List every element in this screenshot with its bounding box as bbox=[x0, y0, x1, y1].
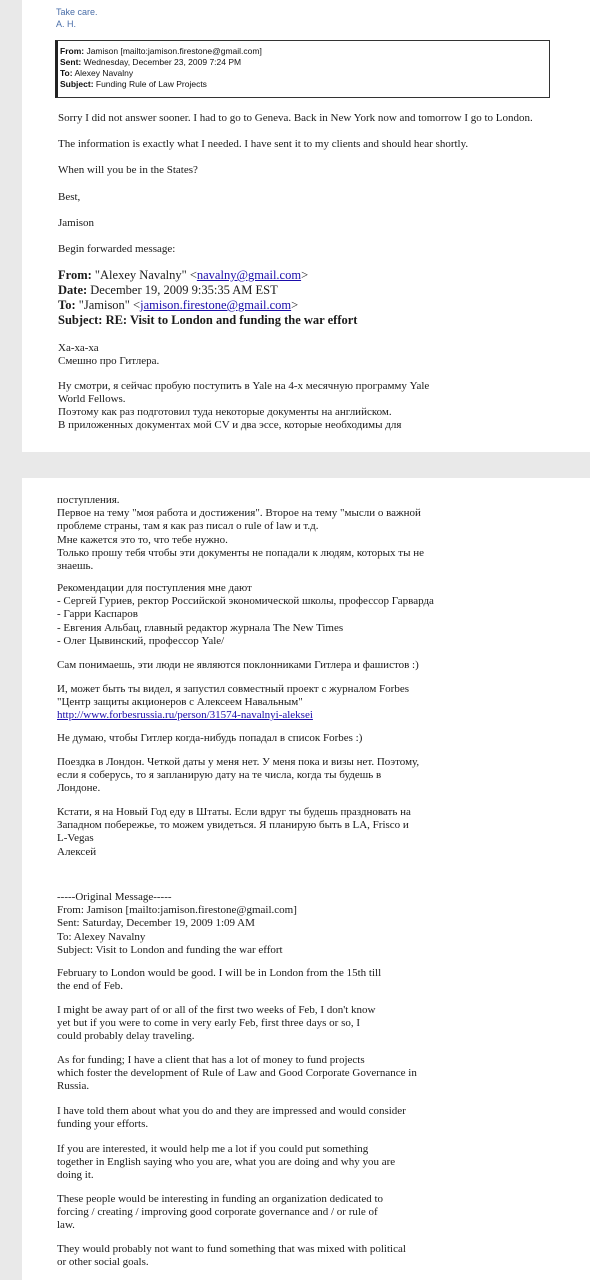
text-line: Смешно про Гитлера. bbox=[58, 355, 160, 367]
text-line: - Сергей Гуриев, ректор Российской экономической школы, профессор Гарварда bbox=[57, 595, 434, 608]
text-line: проблеме страны, там я как раз писал о rule of law и т.д. bbox=[57, 520, 319, 533]
text-line: Поездка в Лондон. Четкой даты у меня нет. У меня пока и визы нет. Поэтому, bbox=[57, 756, 420, 768]
document-page-1 bbox=[22, 0, 590, 452]
fwd-to-label: To: bbox=[58, 298, 79, 312]
sent-label: Sent: bbox=[60, 57, 82, 67]
text-line: И, может быть ты видел, я запустил совместный проект с журналом Forbes bbox=[57, 683, 409, 695]
text-line: Ха-ха-ха bbox=[58, 342, 99, 354]
body-paragraph: Jamison bbox=[58, 217, 95, 229]
text-line: Алексей bbox=[57, 845, 97, 858]
paragraph bbox=[57, 1054, 577, 1094]
to-value: Alexey Navalny bbox=[72, 68, 134, 78]
sent-value: Wednesday, December 23, 2009 7:24 PM bbox=[81, 57, 242, 67]
forbes-link[interactable]: http://www.forbesrussia.ru/person/31574-navalnyi-aleksei bbox=[57, 709, 313, 722]
text-line: They would probably not want to fund something that was mixed with political bbox=[57, 1243, 406, 1255]
paragraph bbox=[57, 659, 577, 672]
body-paragraph: Best, bbox=[58, 191, 81, 203]
from-label: From: bbox=[60, 46, 85, 56]
text-line: law. bbox=[57, 1219, 75, 1232]
text-line: Не думаю, чтобы Гитлер когда-нибудь попадал в список Forbes :) bbox=[57, 732, 363, 744]
text-line: These people would be interesting in funding an organization dedicated to bbox=[57, 1193, 384, 1205]
fwd-date-label: Date: bbox=[58, 283, 91, 297]
russian-paragraph bbox=[58, 380, 578, 432]
text-line: World Fellows. bbox=[58, 393, 126, 405]
text-line: February to London would be good. I will be in London from the 15th till bbox=[57, 967, 382, 979]
text-line: "Центр защиты акционеров с Алексеем Навальным" bbox=[57, 696, 303, 709]
text-line: doing it. bbox=[57, 1169, 94, 1182]
text-line: Поэтому как раз подготовил туда некоторые документы на английском. bbox=[58, 406, 392, 418]
text-line: если я соберусь, то я запланирую дату на те числа, когда ты будешь в bbox=[57, 769, 382, 782]
text-line: If you are interested, it would help me a lot if you could put something bbox=[57, 1143, 369, 1155]
fwd-from-label: From: bbox=[58, 268, 95, 282]
text-line: Сам понимаешь, эти люди не являются поклонниками Гитлера и фашистов :) bbox=[57, 659, 419, 671]
paragraph bbox=[57, 1105, 577, 1131]
body-paragraph: The information is exactly what I needed. I have sent it to my clients and should hear shortly. bbox=[58, 138, 469, 150]
text-line: yet but if you were to come in very early Feb, first three days or so, I bbox=[57, 1017, 361, 1030]
text-line: Мне кажется это то, что тебе нужно. bbox=[57, 533, 228, 546]
paragraph bbox=[57, 494, 577, 573]
body-paragraph: When will you be in the States? bbox=[58, 164, 198, 176]
text-line: L-Vegas bbox=[57, 832, 94, 845]
subject-value: Funding Rule of Law Projects bbox=[93, 79, 207, 89]
text-line: To: Alexey Navalny bbox=[57, 930, 146, 943]
text-line: поступления. bbox=[57, 494, 120, 506]
text-line: forcing / creating / improving good corporate governance and / or rule of bbox=[57, 1206, 378, 1219]
body-paragraph: Sorry I did not answer sooner. I had to go to Geneva. Back in New York now and tomorrow I go to London. bbox=[58, 112, 533, 124]
text-line: - Олег Цывинский, профессор Yale/ bbox=[57, 634, 225, 647]
text-line: - Гарри Каспаров bbox=[57, 608, 138, 621]
fwd-to-email-link[interactable]: jamison.firestone@gmail.com bbox=[140, 298, 292, 312]
signoff-line: A. H. bbox=[56, 19, 77, 29]
paragraph bbox=[57, 732, 577, 745]
text-line: Рекомендации для поступления мне дают bbox=[57, 582, 252, 594]
original-message-header bbox=[57, 891, 577, 957]
fwd-to-name: "Jamison" < bbox=[78, 298, 141, 312]
signoff bbox=[56, 6, 98, 30]
fwd-from-email-link[interactable]: navalny@gmail.com bbox=[196, 268, 302, 282]
signoff-line: Take care. bbox=[56, 7, 98, 17]
text-line: together in English saying who you are, what you are doing and why you are bbox=[57, 1156, 396, 1169]
text-line: В приложенных документах мой CV и два эссе, которые необходимы для bbox=[58, 419, 402, 431]
text-line: could probably delay traveling. bbox=[57, 1030, 195, 1043]
paragraph bbox=[57, 756, 577, 796]
text-line: Первое на тему "моя работа и достижения". Второе на тему "мысли о важной bbox=[57, 507, 421, 520]
paragraph bbox=[57, 683, 577, 723]
document-page-2 bbox=[22, 478, 590, 1280]
forwarded-header: From: "Alexey Navalny" <navalny@gmail.com> Date: December 19, 2009 9:35:35 AM EST To: "Jamison" <jamison.firestone@gmail.com> Subject: RE: Visit to London and funding the war effort bbox=[58, 268, 358, 327]
text-line: Sent: Saturday, December 19, 2009 1:09 AM bbox=[57, 917, 255, 930]
subject-label: Subject: bbox=[60, 79, 94, 89]
paragraph bbox=[57, 806, 577, 859]
paragraph bbox=[57, 582, 577, 648]
fwd-date-value: December 19, 2009 9:35:35 AM EST bbox=[90, 283, 278, 297]
text-line: which foster the development of Rule of Law and Good Corporate Governance in bbox=[57, 1067, 417, 1080]
text-line: the end of Feb. bbox=[57, 980, 123, 993]
text-line: I might be away part of or all of the first two weeks of Feb, I don't know bbox=[57, 1004, 376, 1016]
text-line: Ну смотри, я сейчас пробую поступить в Yale на 4-х месячную программу Yale bbox=[58, 380, 430, 392]
paragraph bbox=[57, 1004, 577, 1044]
fwd-subject: Subject: RE: Visit to London and funding the war effort bbox=[58, 313, 358, 327]
from-value: Jamison [mailto:jamison.firestone@gmail.com] bbox=[84, 46, 262, 56]
text-line: Западном побережье, то можем увидеться. Я планирую быть в LA, Frisco и bbox=[57, 819, 409, 832]
text-line: Russia. bbox=[57, 1080, 90, 1093]
text-line: Subject: Visit to London and funding the war effort bbox=[57, 943, 283, 956]
text-line: Лондоне. bbox=[57, 782, 101, 795]
fwd-from-name: "Alexey Navalny" < bbox=[94, 268, 197, 282]
text-line: Кстати, я на Новый Год еду в Штаты. Если вдруг ты будешь праздновать на bbox=[57, 806, 411, 818]
paragraph bbox=[57, 1143, 577, 1183]
to-label: To: bbox=[60, 68, 73, 78]
text-line: I have told them about what you do and they are impressed and would consider bbox=[57, 1105, 406, 1117]
text-line: funding your efforts. bbox=[57, 1118, 149, 1131]
text-line: or other social goals. bbox=[57, 1256, 149, 1269]
text-line: From: Jamison [mailto:jamison.firestone@gmail.com] bbox=[57, 904, 297, 917]
text-line: As for funding; I have a client that has a lot of money to fund projects bbox=[57, 1054, 365, 1066]
russian-paragraph bbox=[58, 342, 578, 368]
text-line: знаешь. bbox=[57, 560, 94, 573]
paragraph bbox=[57, 1193, 577, 1233]
text-line: - Евгения Альбац, главный редактор журнала The New Times bbox=[57, 621, 344, 634]
text-line: -----Original Message----- bbox=[57, 891, 172, 903]
text-line: Только прошу тебя чтобы эти документы не попадали к людям, которых ты не bbox=[57, 546, 425, 559]
paragraph bbox=[57, 967, 577, 993]
paragraph bbox=[57, 1243, 577, 1269]
body-paragraph: Begin forwarded message: bbox=[58, 243, 176, 255]
email-header-box bbox=[55, 40, 550, 98]
